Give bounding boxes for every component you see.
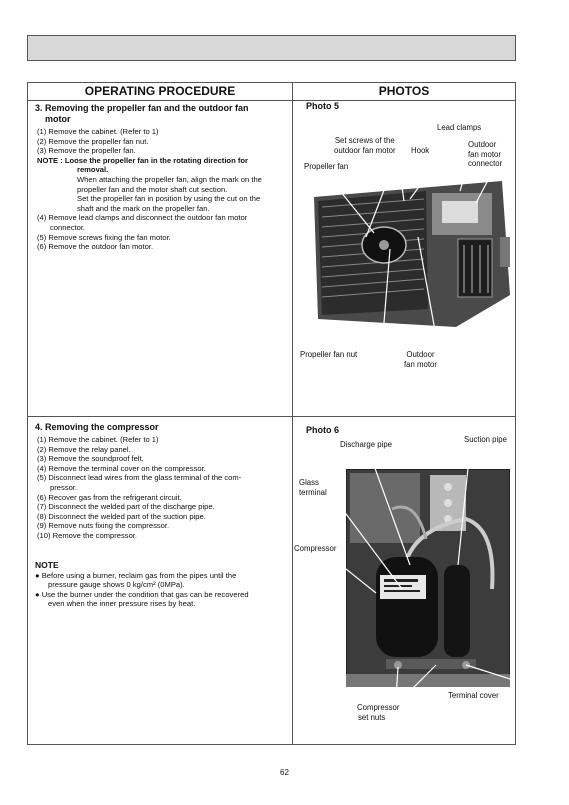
photo6-title: Photo 6	[306, 425, 339, 435]
page-number: 62	[280, 768, 289, 777]
glass-line: terminal	[299, 487, 327, 497]
step: (5) Disconnect lead wires from the glass terminal of the com-	[37, 473, 242, 483]
note-line: ● Before using a burner, reclaim gas from the pipes until the	[35, 570, 237, 580]
step: (6) Recover gas from the refrigerant circuit.	[37, 492, 182, 502]
set-nuts-line: set nuts	[358, 712, 386, 722]
note-line: pressure gauge shows 0 kg/cm² (0MPa).	[48, 580, 185, 590]
header-bar	[27, 35, 516, 61]
operating-procedure-header: OPERATING PROCEDURE	[84, 84, 236, 98]
outdoor-fan-motor-label	[404, 350, 437, 369]
discharge-pipe-label: Discharge pipe	[340, 440, 393, 449]
step: (3) Remove the propeller fan.	[37, 146, 136, 156]
set-screws-line: outdoor fan motor	[334, 145, 396, 155]
hook-label: Hook	[411, 146, 430, 155]
section4-title: 4. Removing the compressor	[35, 422, 159, 432]
photo5-title: Photo 5	[306, 101, 339, 111]
set-screws-line: Set screws of the	[334, 136, 395, 145]
connector-line: fan motor	[468, 149, 501, 159]
suction-pipe-label: Suction pipe	[464, 435, 507, 444]
section3-title-line1: 3. Removing the propeller fan and the outdoor fan	[35, 103, 249, 113]
glass-terminal-label	[299, 478, 327, 497]
photos-header: PHOTOS	[378, 84, 430, 98]
step: (2) Remove the relay panel.	[37, 444, 131, 454]
photo5-image	[306, 177, 514, 335]
note-line: NOTE : Loose the propeller fan in the rotating direction for	[37, 155, 248, 165]
procedure-table	[27, 82, 516, 745]
fan-motor-connector-label	[468, 140, 502, 169]
section-divider	[28, 416, 515, 417]
section3-title	[35, 103, 290, 125]
header-divider	[28, 100, 515, 101]
lead-clamps-label: Lead clamps	[437, 123, 482, 132]
photo6-image	[346, 469, 510, 687]
motor-line: Outdoor	[406, 350, 435, 359]
section3-steps	[37, 127, 291, 252]
step: (1) Remove the cabinet. (Refer to 1)	[37, 127, 159, 136]
step: (8) Disconnect the welded part of the suction pipe.	[37, 511, 206, 521]
motor-line: fan motor	[404, 359, 437, 369]
note-title: NOTE	[35, 560, 59, 570]
note-detail: When attaching the propeller fan, align the mark on the	[77, 174, 262, 184]
column-divider	[292, 83, 293, 744]
set-nuts-line: Compressor	[357, 703, 400, 712]
step: (10) Remove the compressor.	[37, 530, 138, 540]
step: (4) Remove the terminal cover on the compressor.	[37, 463, 206, 473]
step: (4) Remove lead clamps and disconnect the outdoor fan motor	[37, 213, 248, 223]
section4-steps	[37, 435, 291, 541]
note-line: even when the inner pressure rises by heat.	[48, 599, 196, 609]
step: (7) Disconnect the welded part of the discharge pipe.	[37, 502, 215, 512]
compressor-label: Compressor	[294, 544, 337, 553]
connector-line: Outdoor	[468, 140, 497, 149]
step: (1) Remove the cabinet. (Refer to 1)	[37, 435, 159, 444]
step: (9) Remove nuts fixing the compressor.	[37, 521, 170, 531]
step: (2) Remove the propeller fan nut.	[37, 136, 149, 146]
connector-line: connector	[468, 159, 503, 168]
glass-line: Glass	[299, 478, 319, 487]
note-detail: propeller fan and the motor shaft cut section.	[77, 184, 228, 194]
propeller-fan-nut-label: Propeller fan nut	[300, 350, 358, 359]
note-detail: shaft and the mark on the propeller fan.	[77, 203, 210, 213]
compressor-set-nuts-label	[357, 703, 399, 722]
step: pressor.	[50, 482, 78, 492]
section3-title-line2: motor	[45, 114, 71, 124]
propeller-fan-label: Propeller fan	[304, 162, 349, 171]
step: (3) Remove the soundproof felt.	[37, 454, 144, 464]
step: (5) Remove screws fixing the fan motor.	[37, 232, 171, 242]
terminal-cover-label: Terminal cover	[448, 691, 499, 700]
set-screws-label	[334, 136, 396, 155]
step: (6) Remove the outdoor fan motor.	[37, 242, 154, 252]
note-detail: Set the propeller fan in position by using the cut on the	[77, 194, 261, 204]
step: connector.	[50, 222, 86, 232]
note-line: ● Use the burner under the condition that gas can be recovered	[35, 589, 249, 599]
section4-notes	[35, 557, 291, 609]
note-line: removal.	[77, 165, 109, 175]
